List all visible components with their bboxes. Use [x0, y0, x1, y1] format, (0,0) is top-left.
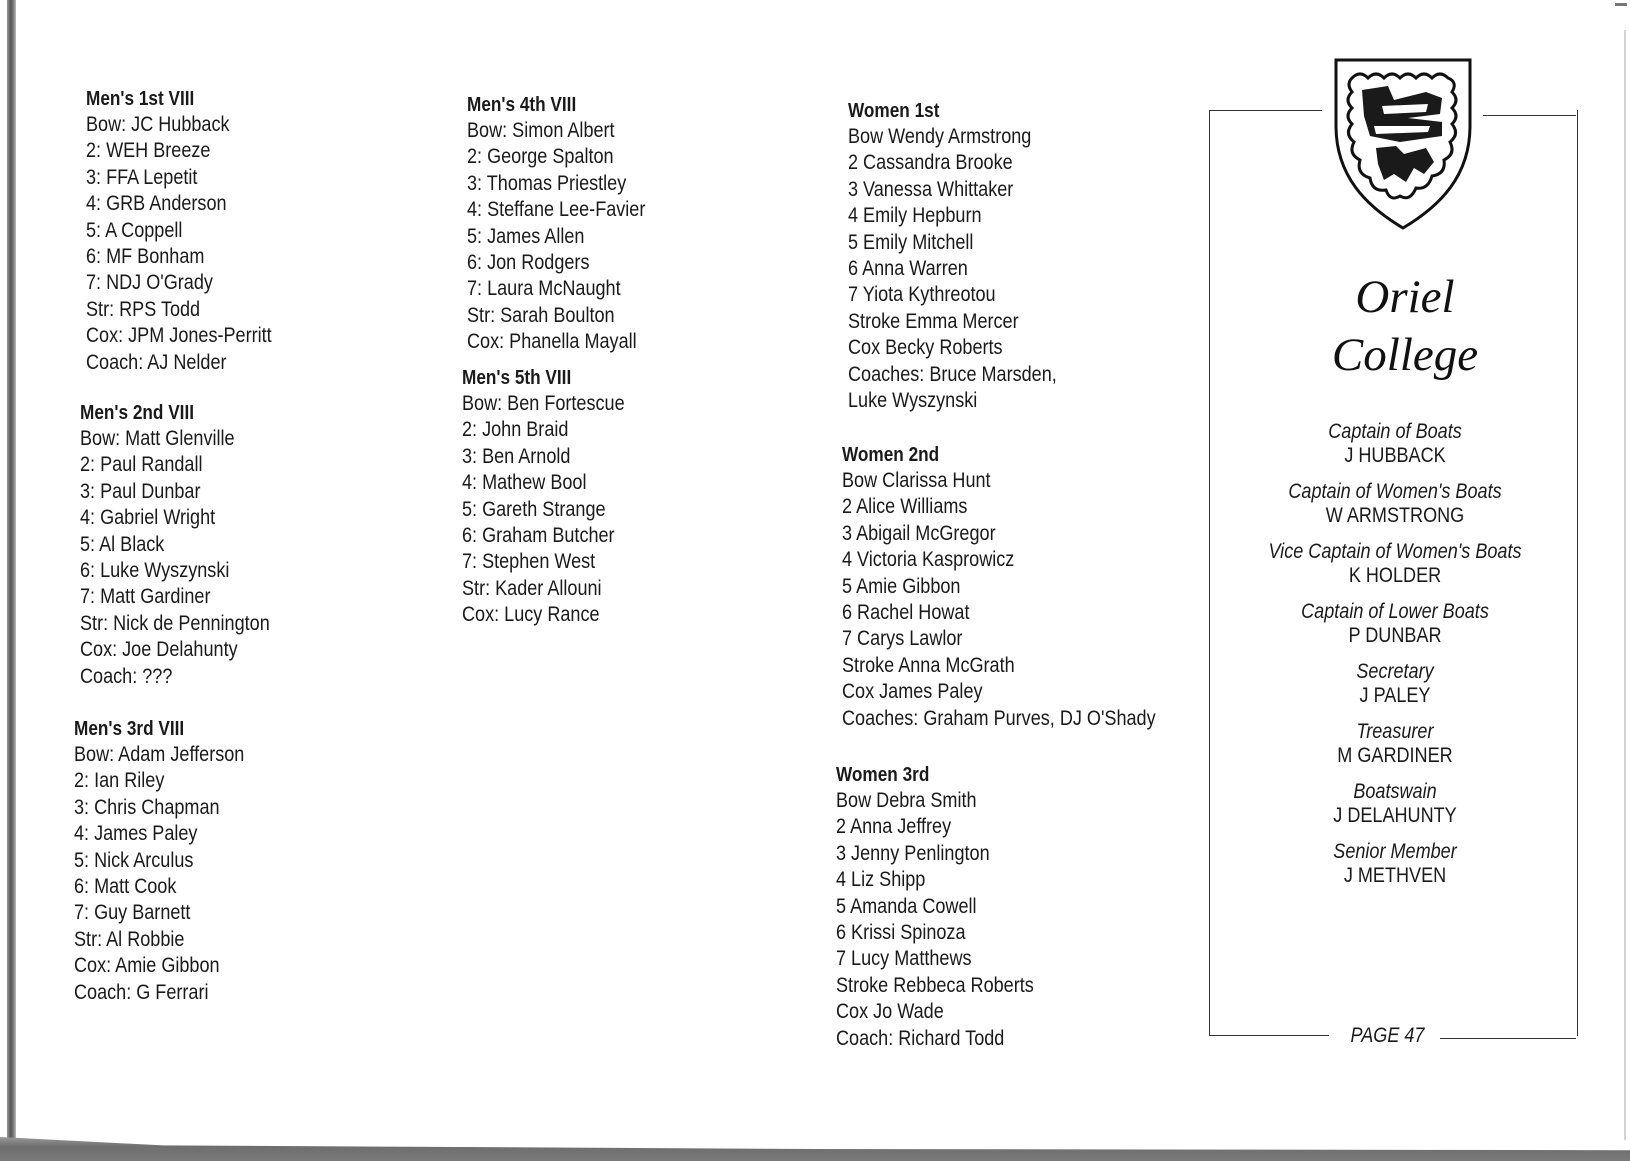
officer-item: [1230, 780, 1560, 828]
crew-member-line: Bow: JC Hubback: [86, 113, 230, 136]
crew-member-line: 3 Abigail McGregor: [842, 521, 996, 545]
column-1b: [80, 400, 301, 690]
college-name: [1290, 268, 1520, 384]
crew-member-line: Bow: Ben Fortescue: [462, 392, 625, 415]
officer-name: J DELAHUNTY: [1333, 804, 1457, 827]
officer-item: [1230, 480, 1560, 528]
crew-member-line: Bow Wendy Armstrong: [848, 125, 1032, 148]
crew-member-line: Bow Debra Smith: [836, 789, 977, 812]
crew-member-line: 4: Mathew Bool: [462, 471, 587, 495]
frame-bottom-right-rule: [1440, 1038, 1576, 1039]
crew-member-line: Stroke Emma Mercer: [848, 309, 1019, 333]
column-2: [467, 92, 674, 356]
crew-member-line: Stroke Rebbeca Roberts: [836, 973, 1034, 997]
book-spine-edge: [7, 0, 16, 1161]
crew-women-1st: [848, 98, 1091, 414]
coat-of-arms-icon: [1330, 56, 1476, 232]
officer-name: J METHVEN: [1343, 864, 1447, 887]
crew-member-line: 2: Ian Riley: [74, 769, 165, 793]
officer-role: Captain of Lower Boats: [1301, 600, 1489, 623]
crew-member-line: Luke Wyszynski: [848, 389, 978, 413]
crew-member-line: Bow: Matt Glenville: [80, 427, 235, 450]
column-1: [86, 86, 302, 376]
officer-name: P DUNBAR: [1348, 624, 1442, 647]
crew-member-line: 3: Chris Chapman: [74, 795, 220, 819]
crew-member-line: 5: Nick Arculus: [74, 848, 194, 872]
frame-bottom-left-rule: [1209, 1035, 1329, 1036]
crew-member-line: Bow: Simon Albert: [467, 119, 615, 142]
crew-member-line: 2: WEH Breeze: [86, 139, 211, 163]
crew-title: Men's 1st VIII: [86, 88, 195, 110]
crew-member-line: Str: Nick de Pennington: [80, 611, 270, 635]
crew-member-line: 5 Amanda Cowell: [836, 894, 977, 918]
crew-member-line: 7: Laura McNaught: [467, 277, 621, 301]
crew-member-line: 4 Emily Hepburn: [848, 204, 982, 228]
officer-item: [1230, 420, 1560, 468]
crew-member-line: Cox Jo Wade: [836, 1000, 944, 1024]
crew-member-line: 5: A Coppell: [86, 218, 183, 242]
crew-title: Men's 4th VIII: [467, 94, 577, 116]
officer-role: Captain of Boats: [1328, 420, 1462, 443]
officer-name: J HUBBACK: [1344, 444, 1446, 467]
officer-name: K HOLDER: [1348, 564, 1442, 587]
crew-member-line: 4: Gabriel Wright: [80, 506, 216, 530]
crew-member-line: Cox: Phanella Mayall: [467, 330, 637, 354]
crew-member-line: 4: GRB Anderson: [86, 192, 227, 216]
crew-title: Women 2nd: [842, 444, 940, 466]
officer-role: Vice Captain of Women's Boats: [1268, 540, 1522, 563]
crew-member-line: Cox: JPM Jones-Perritt: [86, 324, 272, 348]
column-3b: [842, 442, 1207, 732]
crew-member-line: 5: Gareth Strange: [462, 497, 606, 521]
crew-member-line: 7 Carys Lawlor: [842, 627, 963, 651]
crew-title: Women 1st: [848, 100, 940, 122]
crew-member-line: 2 Alice Williams: [842, 495, 968, 519]
crew-member-line: 2 Cassandra Brooke: [848, 151, 1013, 175]
crew-member-line: Coach: ???: [80, 664, 173, 688]
crew-member-line: 2 Anna Jeffrey: [836, 815, 952, 839]
officer-item: [1230, 600, 1560, 648]
page-number: PAGE 47: [1350, 1024, 1425, 1047]
crew-member-line: 3: Ben Arnold: [462, 444, 571, 468]
crew-member-line: 4: James Paley: [74, 822, 198, 846]
crew-member-line: 3: FFA Lepetit: [86, 165, 198, 189]
crew-member-line: Cox James Paley: [842, 680, 983, 704]
crew-member-line: 7: Guy Barnett: [74, 901, 191, 925]
officer-name: W ARMSTRONG: [1325, 504, 1465, 527]
officer-item: [1230, 720, 1560, 768]
crew-member-line: 4 Liz Shipp: [836, 868, 926, 892]
crew-member-line: 6: Graham Butcher: [462, 524, 615, 548]
frame-top-left-rule: [1209, 110, 1322, 111]
crew-member-line: 4: Steffane Lee-Favier: [467, 198, 646, 222]
officer-name: J PALEY: [1359, 684, 1431, 707]
crew-member-line: Stroke Anna McGrath: [842, 653, 1015, 677]
crew-member-line: Coach: Richard Todd: [836, 1026, 1005, 1050]
officer-item: [1230, 660, 1560, 708]
crew-member-line: 7 Lucy Matthews: [836, 947, 972, 971]
officer-item: [1230, 840, 1560, 888]
book-bottom-edge: [0, 1137, 1630, 1161]
crew-member-line: Coach: AJ Nelder: [86, 350, 227, 374]
column-3: [848, 98, 1091, 414]
officer-role: Senior Member: [1333, 840, 1457, 863]
column-2b: [462, 365, 651, 629]
crew-member-line: 6 Krissi Spinoza: [836, 921, 966, 945]
crew-title: Women 3rd: [836, 764, 930, 786]
crew-member-line: 6: Luke Wyszynski: [80, 559, 230, 583]
crew-member-line: 7: NDJ O'Grady: [86, 271, 213, 295]
college-name-line-2: College: [1331, 329, 1479, 381]
crew-member-line: 6: Matt Cook: [74, 875, 177, 899]
crew-member-line: Coaches: Graham Purves, DJ O'Shady: [842, 706, 1156, 730]
crew-member-line: Bow Clarissa Hunt: [842, 469, 991, 492]
crew-women-3rd: [836, 762, 1066, 1052]
crew-member-line: Str: Kader Allouni: [462, 576, 602, 600]
crew-member-line: Str: Al Robbie: [74, 927, 185, 951]
crew-member-line: Cox: Joe Delahunty: [80, 638, 238, 662]
crew-member-line: 5 Emily Mitchell: [848, 230, 974, 254]
crew-member-line: 5: Al Black: [80, 532, 165, 556]
crew-member-line: 2: Paul Randall: [80, 453, 203, 477]
crew-member-line: 2: John Braid: [462, 418, 569, 442]
crew-member-line: 7 Yiota Kythreotou: [848, 283, 996, 307]
crew-member-line: Cox: Lucy Rance: [462, 603, 600, 627]
crew-member-line: 7: Stephen West: [462, 550, 596, 574]
crew-member-line: Coaches: Bruce Marsden,: [848, 362, 1057, 386]
column-1c: [74, 716, 272, 1006]
column-3c: [836, 762, 1066, 1052]
crew-member-line: Bow: Adam Jefferson: [74, 743, 245, 766]
crew-member-line: 4 Victoria Kasprowicz: [842, 548, 1015, 572]
crew-member-line: 6: Jon Rodgers: [467, 251, 590, 275]
crew-member-line: 5 Amie Gibbon: [842, 574, 961, 598]
crew-member-line: 3: Paul Dunbar: [80, 479, 201, 503]
college-name-line-1: Oriel: [1355, 271, 1455, 323]
crew-mens-1st: [86, 86, 302, 376]
page-right-edge: [1624, 30, 1626, 1140]
crew-member-line: 6 Rachel Howat: [842, 601, 970, 625]
crew-member-line: 2: George Spalton: [467, 145, 614, 169]
crew-member-line: 3 Vanessa Whittaker: [848, 177, 1014, 201]
officer-role: Boatswain: [1353, 780, 1437, 803]
crew-member-line: Str: Sarah Boulton: [467, 303, 615, 327]
crew-mens-3rd: [74, 716, 272, 1006]
crew-member-line: 7: Matt Gardiner: [80, 585, 211, 609]
officers-list: [1230, 420, 1560, 900]
officer-name: M GARDINER: [1337, 744, 1453, 767]
crew-title: Men's 2nd VIII: [80, 402, 195, 424]
crew-member-line: Cox: Amie Gibbon: [74, 954, 220, 978]
crew-member-line: 6 Anna Warren: [848, 257, 968, 281]
crew-member-line: 6: MF Bonham: [86, 245, 205, 269]
crew-member-line: Coach: G Ferrari: [74, 980, 209, 1004]
officer-role: Secretary: [1356, 660, 1434, 683]
corner-mark: [1615, 3, 1627, 6]
crew-member-line: Str: RPS Todd: [86, 297, 201, 321]
officer-role: Treasurer: [1356, 720, 1434, 743]
crew-women-2nd: [842, 442, 1207, 732]
crew-member-line: 3: Thomas Priestley: [467, 171, 627, 195]
crew-mens-5th: [462, 365, 651, 629]
crew-mens-2nd: [80, 400, 301, 690]
officer-role: Captain of Women's Boats: [1288, 480, 1502, 503]
crew-title: Men's 5th VIII: [462, 367, 572, 389]
officer-item: [1230, 540, 1560, 588]
crew-member-line: Cox Becky Roberts: [848, 336, 1003, 360]
crew-title: Men's 3rd VIII: [74, 718, 185, 740]
crew-member-line: 5: James Allen: [467, 224, 585, 248]
crew-mens-4th: [467, 92, 674, 356]
frame-top-right-rule: [1483, 115, 1576, 116]
crew-member-line: 3 Jenny Penlington: [836, 841, 990, 865]
